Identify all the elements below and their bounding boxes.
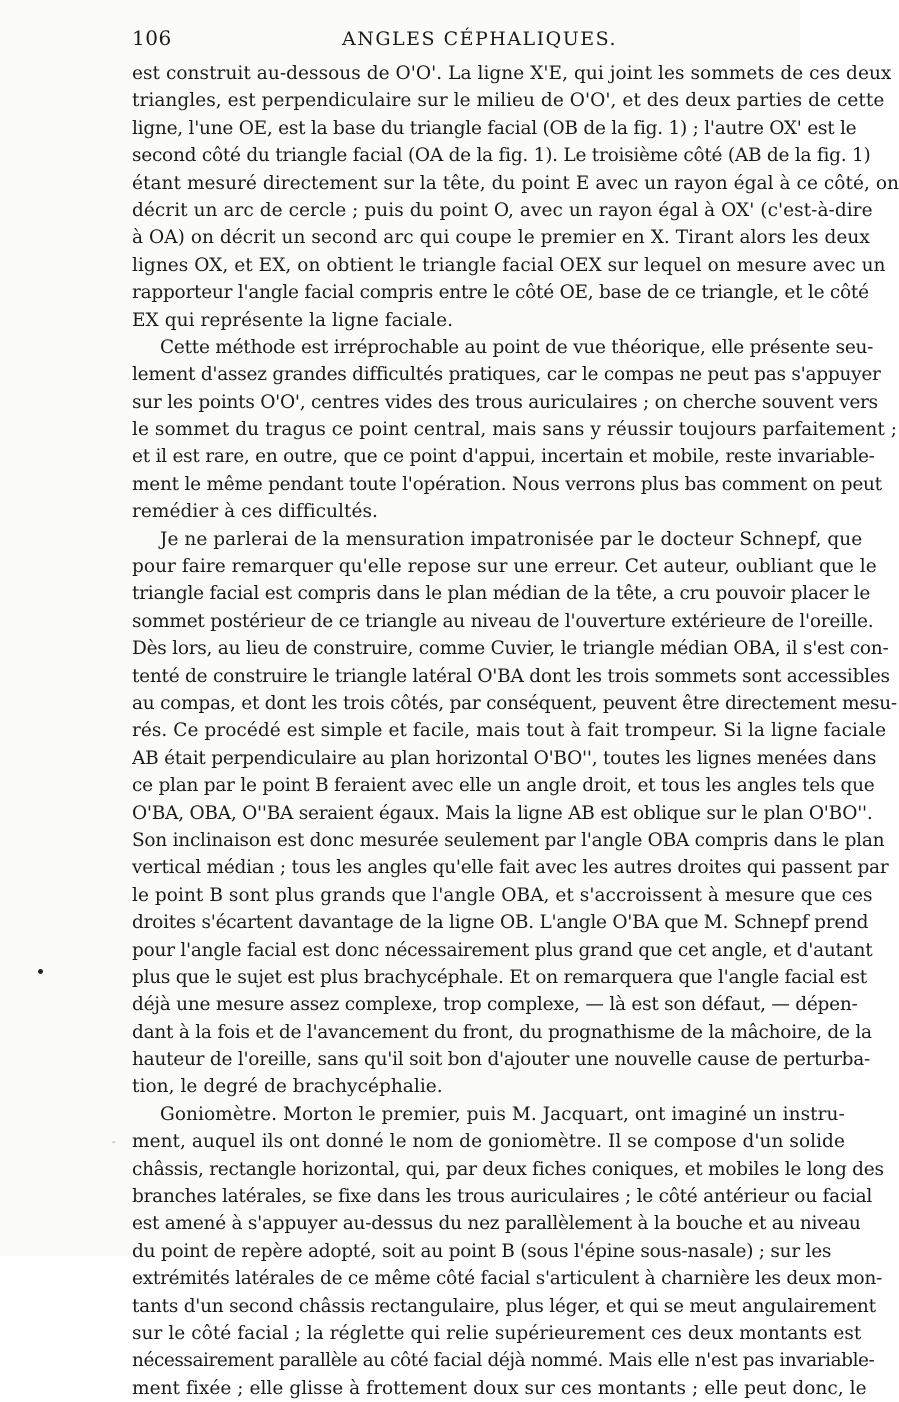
text-line: décrit un arc de cercle ; puis du point O, avec un rayon égal à OX' (c'est-à-dire — [132, 199, 873, 221]
text-line: étant mesuré directement sur la tête, du point E avec un rayon égal à ce côté, on — [132, 172, 899, 194]
text-line: triangles, est perpendiculaire sur le milieu de O'O', et des deux parties de cette — [132, 90, 885, 112]
text-line: ce plan par le point B feraient avec elle un angle droit, et tous les angles tels que — [132, 775, 875, 797]
text-line: pour l'angle facial est donc nécessairement plus grand que cet angle, et d'autant — [132, 939, 873, 961]
text-line: ment fixée ; elle glisse à frottement doux sur ces montants ; elle peut donc, le — [132, 1377, 867, 1399]
page-number: 106 — [132, 26, 172, 50]
text-line: vertical médian ; tous les angles qu'elle fait avec les autres droites qui passent par — [132, 857, 889, 879]
text-line: du point de repère adopté, soit au point B (sous l'épine sous-nasale) ; sur les — [132, 1240, 832, 1262]
text-line: sommet postérieur de ce triangle au niveau de l'ouverture extérieure de l'oreille. — [132, 610, 874, 632]
text-line: tenté de construire le triangle latéral O'BA dont les trois sommets sont accessibles — [132, 665, 890, 687]
text-line: et il est rare, en outre, que ce point d'appui, incertain et mobile, reste invariable- — [132, 446, 875, 468]
text-line: extrémités latérales de ce même côté facial s'articulent à charnière les deux mon- — [132, 1268, 883, 1290]
text-line: ligne, l'une OE, est la base du triangle facial (OB de la fig. 1) ; l'autre OX' est le — [132, 117, 857, 139]
text-line: au compas, et dont les trois côtés, par conséquent, peuvent être directement mesu- — [132, 692, 897, 714]
text-line: le point B sont plus grands que l'angle OBA, et s'accroissent à mesure que ces — [132, 884, 873, 906]
text-line: le sommet du tragus ce point central, mais sans y réussir toujours parfaitement ; — [132, 419, 898, 441]
paragraph-first-line: Goniomètre. Morton le premier, puis M. Jacquart, ont imaginé un instru- — [160, 1103, 845, 1125]
running-title: ANGLES CÉPHALIQUES. — [342, 28, 618, 50]
text-line: droites s'écartent davantage de la ligne OB. L'angle O'BA que M. Schnepf prend — [132, 912, 869, 934]
text-line: remédier à ces difficultés. — [132, 501, 378, 523]
text-line: est amené à s'appuyer au-dessus du nez parallèlement à la bouche et au niveau — [132, 1213, 861, 1235]
text-line: EX qui représente la ligne faciale. — [132, 309, 454, 331]
text-line: ment le même pendant toute l'opération. Nous verrons plus bas comment on peut — [132, 473, 882, 495]
body-text — [132, 60, 899, 1399]
text-line: déjà une mesure assez complexe, trop complexe, — là est son défaut, — dépen- — [132, 994, 858, 1016]
text-line: nécessairement parallèle au côté facial déjà nommé. Mais elle n'est pas invariable- — [132, 1350, 875, 1372]
text-line: hauteur de l'oreille, sans qu'il soit bon d'ajouter une nouvelle cause de perturba- — [132, 1049, 870, 1071]
text-line: sur le côté facial ; la réglette qui relie supérieurement ces deux montants est — [132, 1322, 862, 1344]
text-line: lement d'assez grandes difficultés pratiques, car le compas ne peut pas s'appuyer — [132, 364, 881, 386]
text-line: O'BA, OBA, O''BA seraient égaux. Mais la ligne AB est oblique sur le plan O'BO''. — [132, 802, 873, 824]
text-line: second côté du triangle facial (OA de la fig. 1). Le troisième côté (AB de la fig. 1) — [132, 145, 871, 167]
margin-dash-mark: - — [112, 1137, 116, 1148]
text-line: AB était perpendiculaire au plan horizontal O'BO'', toutes les lignes menées dans — [132, 747, 877, 769]
text-line: tion, le degré de brachycéphalie. — [132, 1076, 443, 1098]
text-line: dant à la fois et de l'avancement du front, du prognathisme de la mâchoire, de la — [132, 1021, 872, 1043]
text-line: lignes OX, et EX, on obtient le triangle facial OEX sur lequel on mesure avec un — [132, 254, 886, 276]
text-line: est construit au-dessous de O'O'. La ligne X'E, qui joint les sommets de ces deux — [132, 63, 892, 84]
margin-dot-mark — [38, 969, 43, 974]
text-line: tants d'un second châssis rectangulaire, plus léger, et qui se meut angulairement — [132, 1295, 876, 1317]
text-line: châssis, rectangle horizontal, qui, par deux fiches coniques, et mobiles le long des — [132, 1158, 884, 1180]
text-line: sur les points O'O', centres vides des trous auriculaires ; on cherche souvent vers — [132, 391, 878, 413]
text-line: ment, auquel ils ont donné le nom de goniomètre. Il se compose d'un solide — [132, 1131, 845, 1153]
text-line: pour faire remarquer qu'elle repose sur une erreur. Cet auteur, oubliant que le — [132, 556, 877, 578]
paragraph-first-line: Je ne parlerai de la mensuration impatronisée par le docteur Schnepf, que — [160, 528, 863, 550]
text-line: plus que le sujet est plus brachycéphale. Et on remarquera que l'angle facial est — [132, 966, 867, 988]
text-line: Dès lors, au lieu de construire, comme Cuvier, le triangle médian OBA, il s'est con- — [132, 638, 889, 660]
paragraph-first-line: Cette méthode est irréprochable au point de vue théorique, elle présente seu- — [160, 336, 874, 358]
text-line: rés. Ce procédé est simple et facile, mais tout à fait trompeur. Si la ligne faciale — [132, 720, 887, 742]
text-line: rapporteur l'angle facial compris entre le côté OE, base de ce triangle, et le côté — [132, 282, 869, 304]
text-line: branches latérales, se fixe dans les trous auriculaires ; le côté antérieur ou facial — [132, 1186, 873, 1208]
text-line: triangle facial est compris dans le plan médian de la tête, a cru pouvoir placer le — [132, 583, 871, 605]
text-line: Son inclinaison est donc mesurée seulement par l'angle OBA compris dans le plan — [132, 829, 885, 851]
text-line: à OA) on décrit un second arc qui coupe le premier en X. Tirant alors les deux — [132, 227, 870, 249]
page-header — [132, 26, 768, 50]
